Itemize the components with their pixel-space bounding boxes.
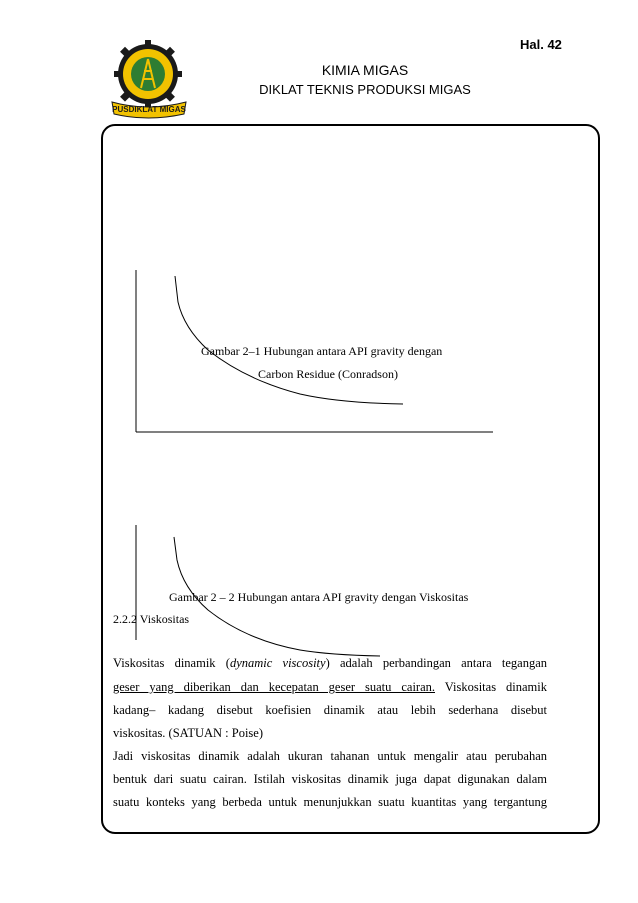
- document-subtitle: DIKLAT TEKNIS PRODUKSI MIGAS: [259, 82, 471, 97]
- text-run: Viskositas dinamik: [435, 680, 547, 694]
- page-number: Hal. 42: [520, 37, 562, 52]
- paragraph1-line2: [113, 680, 547, 695]
- text-run-italic: dynamic viscosity: [229, 656, 326, 670]
- text-run-underlined: geser yang diberikan dan kecepatan geser suatu cairan.: [113, 680, 435, 694]
- figure1-caption-line2: Carbon Residue (Conradson): [258, 367, 398, 381]
- text-run: ) adalah perbandingan antara tegangan: [325, 656, 547, 670]
- section-heading: 2.2.2 Viskositas: [113, 612, 190, 626]
- paragraph2-line1: Jadi viskositas dinamik adalah ukuran tahanan untuk mengalir atau perubahan: [113, 749, 547, 763]
- paragraph2-line2: bentuk dari suatu cairan. Istilah viskositas dinamik juga dapat digunakan dalam: [113, 772, 547, 786]
- document-title: KIMIA MIGAS: [321, 62, 409, 78]
- paragraph1-line1: [113, 656, 547, 671]
- paragraph2-line3: suatu konteks yang berbeda untuk menunjukkan suatu kuantitas yang tergantung: [113, 795, 547, 809]
- paragraph1-line3: kadang– kadang disebut koefisien dinamik atau lebih sederhana disebut: [113, 703, 547, 717]
- text-run: Viskositas dinamik (: [113, 656, 230, 670]
- fig1-curve: [175, 276, 403, 404]
- paragraph1-line4: viskositas. (SATUAN : Poise): [113, 726, 264, 740]
- logo-text: PUSDIKLAT MIGAS: [112, 105, 186, 114]
- figure1-caption-line1: Gambar 2–1 Hubungan antara API gravity dengan: [201, 344, 443, 358]
- figure2-caption: Gambar 2 – 2 Hubungan antara API gravity dengan Viskositas: [169, 590, 469, 604]
